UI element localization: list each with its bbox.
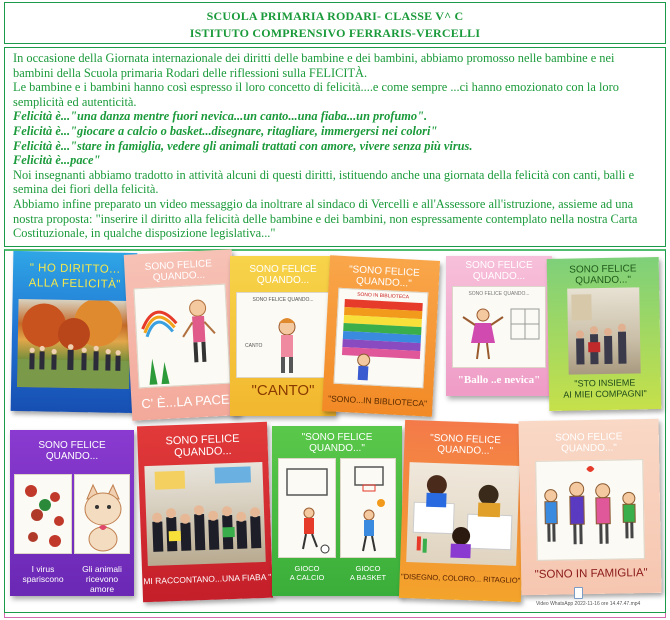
quote-4: Felicità è...pace" xyxy=(13,153,101,168)
football-drawing xyxy=(278,458,336,558)
basketball-drawing xyxy=(340,458,396,558)
card-title: "SONO FELICE QUANDO..." xyxy=(348,264,421,290)
animals-drawing xyxy=(74,474,130,554)
card-virus-animali xyxy=(10,430,134,596)
card-title: SONO FELICE QUANDO... xyxy=(38,440,106,462)
card-caption: "SONO IN FAMIGLIA" xyxy=(534,567,648,581)
card-title: SONO FELICE QUANDO..." xyxy=(555,431,623,455)
card-title: SONO FELICE QUANDO... xyxy=(249,264,317,286)
header-box xyxy=(4,2,666,44)
bottom-rule xyxy=(4,613,666,618)
family-drawing xyxy=(535,459,645,561)
card-caption: C' È...LA PACE xyxy=(141,391,230,412)
card-ballo xyxy=(446,256,552,396)
school-title: SCUOLA PRIMARIA RODARI- CLASSE V^ C xyxy=(206,9,464,23)
card-ho-diritto xyxy=(11,251,138,413)
video-file-icon[interactable] xyxy=(574,587,583,599)
card-title: SONO FELICE QUANDO..." xyxy=(569,263,637,287)
card-canto xyxy=(230,256,336,416)
drawing-word: CANTO xyxy=(245,343,263,349)
card-caption: "STO INSIEME AI MIEI COMPAGNI" xyxy=(563,377,647,400)
video-file-label[interactable]: Video WhatsApp 2022-11-16 ore 14.47.47.mp4 xyxy=(536,601,641,607)
card-title: "SONO FELICE QUANDO..." xyxy=(429,432,502,458)
card-famiglia xyxy=(518,419,661,595)
card-title: SONO FELICE QUANDO... xyxy=(144,258,213,284)
card-disegno xyxy=(399,420,527,602)
card-caption: "Ballo ..e nevica" xyxy=(457,374,541,386)
caption-animali: Gli animali ricevono amore xyxy=(82,564,122,594)
card-title: SONO FELICE QUANDO... xyxy=(165,432,240,460)
virus-drawing xyxy=(14,474,72,554)
card-title: " HO DIRITTO... ALLA FELICITÀ" xyxy=(28,262,122,291)
singing-drawing xyxy=(236,292,330,378)
paragraph-concept: Le bambine e i bambini hanno così espresso il loro concetto di felicità....e come sempre ...ci hanno emozionato con la loro semplicità ed autenticità. xyxy=(13,80,619,109)
card-title: SONO FELICE QUANDO... xyxy=(465,260,533,282)
dance-drawing xyxy=(452,286,546,368)
card-pace xyxy=(124,249,241,420)
peace-drawing xyxy=(133,284,230,389)
card-biblioteca xyxy=(322,255,440,417)
card-caption: MI RACCONTANO...UNA FIABA " xyxy=(143,571,272,587)
card-calcio-basket xyxy=(272,426,402,596)
quote-3: Felicità è..."stare in famiglia, vedere gli animali trattati con amore, vivere senza più virus. xyxy=(13,138,473,153)
autumn-playground-photo xyxy=(17,299,131,389)
card-caption: "DISEGNO, COLORO... RITAGLIO" xyxy=(400,571,521,586)
caption-calcio: GIOCO A CALCIO xyxy=(289,564,325,582)
drawing-title: SONO FELICE QUANDO... xyxy=(252,297,314,303)
drawing-title: SONO IN BIBLIOTECA xyxy=(356,291,410,301)
paragraph-proposal: Abbiamo infine preparato un video messaggio da inoltrare al sindaco di Vercelli e all'Assessore all'istruzione, assieme ad una nostra proposta: "inserire il diritto alla felicità delle bambine e dei bambini, non espressamente contemplato nella nostra Carta Costituzionale, in qualche disposizione legislativa..." xyxy=(13,196,638,241)
drawing-activity-photo xyxy=(406,462,519,566)
drawing-title: SONO FELICE QUANDO... xyxy=(468,291,530,297)
class-storytime-photo xyxy=(144,462,265,566)
card-compagni xyxy=(547,257,662,411)
card-fiaba xyxy=(137,422,273,602)
classmates-photo xyxy=(567,287,640,374)
caption-basket: GIOCO A BASKET xyxy=(349,564,387,582)
caption-virus: I virus spariscono xyxy=(22,564,64,584)
card-caption: "SONO...IN BIBLIOTECA" xyxy=(327,393,428,409)
institute-title: ISTITUTO COMPRENSIVO FERRARIS-VERCELLI xyxy=(189,26,481,40)
body-text-box xyxy=(4,47,666,247)
quote-2: Felicità è..."giocare a calcio o basket...disegnare, ritagliare, immergersi nei colori" xyxy=(13,123,438,138)
library-drawing xyxy=(333,288,428,389)
paragraph-activities: Noi insegnanti abbiamo tradotto in attività alcuni di questi diritti, istituendo anche una giornata della felicità con canti, balli e semina dei fiori della felicità. xyxy=(13,167,635,197)
quote-1: Felicità è..."una danza mentre fuori nevica...un canto...una fiaba...un profumo". xyxy=(13,109,428,124)
card-caption: "CANTO" xyxy=(251,382,315,399)
paragraph-intro: In occasione della Giornata internazionale dei diritti delle bambine e dei bambini, abbiamo promosso nelle bambine e nei bambini della Scuola primaria Rodari delle riflessioni sulla FELICITÀ. xyxy=(13,51,615,80)
card-title: "SONO FELICE QUANDO..." xyxy=(301,432,373,454)
